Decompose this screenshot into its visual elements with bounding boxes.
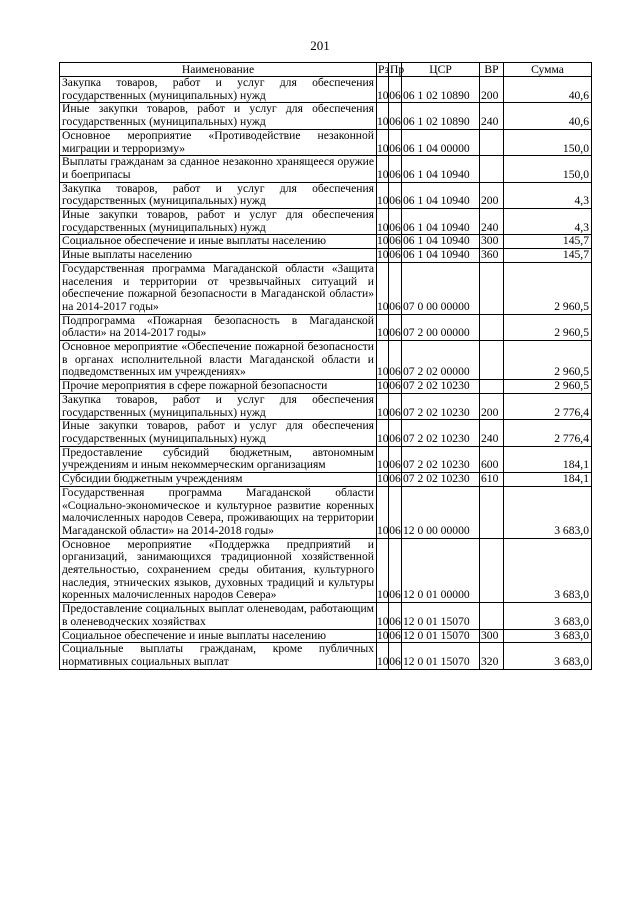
table-row	[60, 380, 592, 394]
cell-sum: 184,1	[504, 473, 592, 487]
cell-name: Закупка товаров, работ и услуг для обеспечения государственных (муниципальных) нужд	[60, 77, 377, 103]
cell-name: Государственная программа Магаданской области «Защита населения и территории от чрезвычайных ситуаций и обеспечение пожарной безопасности в Магаданской области» на 2014-2017 годы»	[60, 262, 377, 314]
cell-vr	[480, 156, 504, 182]
cell-name: Основное мероприятие «Обеспечение пожарной безопасности в органах исполнительной власти Магаданской области и подведомственных им учреждениях»	[60, 341, 377, 380]
cell-sum: 2 960,5	[504, 262, 592, 314]
cell-csr: 06 1 02 10890	[402, 77, 480, 103]
cell-csr: 07 2 02 00000	[402, 341, 480, 380]
cell-csr: 06 1 04 10940	[402, 235, 480, 249]
cell-vr: 300	[480, 235, 504, 249]
cell-pr: 06	[389, 314, 402, 340]
cell-csr: 12 0 01 15070	[402, 643, 480, 669]
cell-pr: 06	[389, 643, 402, 669]
cell-csr: 06 1 02 10890	[402, 103, 480, 129]
cell-pr: 06	[389, 182, 402, 208]
cell-vr	[480, 538, 504, 603]
cell-rz: 10	[377, 486, 389, 538]
cell-rz: 10	[377, 446, 389, 472]
table-row	[60, 249, 592, 263]
cell-rz: 10	[377, 341, 389, 380]
table-row	[60, 156, 592, 182]
cell-pr: 06	[389, 209, 402, 235]
cell-name: Прочие мероприятия в сфере пожарной безопасности	[60, 380, 377, 394]
cell-sum: 3 683,0	[504, 629, 592, 643]
cell-csr: 06 1 04 10940	[402, 156, 480, 182]
cell-sum: 3 683,0	[504, 538, 592, 603]
cell-rz: 10	[377, 420, 389, 446]
table-row	[60, 420, 592, 446]
cell-rz: 10	[377, 234, 389, 248]
cell-rz: 10	[377, 379, 389, 393]
cell-csr: 06 1 04 00000	[402, 129, 480, 155]
table-row	[60, 129, 592, 155]
table-row	[60, 603, 592, 629]
header-rz: Рз	[378, 62, 390, 76]
cell-csr: 12 0 01 15070	[402, 603, 480, 629]
cell-csr: 07 2 02 10230	[402, 473, 480, 487]
cell-name: Закупка товаров, работ и услуг для обеспечения государственных (муниципальных) нужд	[60, 182, 377, 208]
cell-pr: 06	[389, 472, 401, 486]
cell-rz: 10	[377, 248, 389, 262]
cell-vr	[480, 314, 504, 340]
cell-vr	[480, 380, 504, 394]
table-row	[60, 486, 592, 538]
cell-name: Иные закупки товаров, работ и услуг для обеспечения государственных (муниципальных) нужд	[60, 209, 377, 235]
cell-pr: 06	[389, 603, 402, 629]
cell-vr	[480, 603, 504, 629]
cell-pr: 06	[389, 248, 401, 262]
cell-name: Закупка товаров, работ и услуг для обеспечения государственных (муниципальных) нужд	[60, 393, 377, 419]
table-row	[60, 262, 592, 314]
cell-name: Подпрограмма «Пожарная безопасность в Магаданской области» на 2014-2017 годы»	[60, 314, 377, 340]
cell-name: Субсидии бюджетным учреждениям	[60, 473, 377, 487]
cell-vr: 240	[480, 420, 504, 446]
table-row	[60, 393, 592, 419]
cell-sum: 40,6	[504, 103, 592, 129]
cell-name: Государственная программа Магаданской области «Социально-экономическое и культурное развитие коренных малочисленных народов Севера, проживающих на территории Магаданской области» на 2014-2018 годы»	[60, 486, 377, 538]
cell-rz: 10	[377, 182, 389, 208]
page-number: 201	[310, 38, 330, 53]
cell-pr: 06	[389, 262, 402, 314]
header-row	[60, 63, 592, 77]
cell-pr: 06	[389, 341, 402, 380]
cell-name: Иные закупки товаров, работ и услуг для обеспечения государственных (муниципальных) нужд	[60, 420, 377, 446]
table-row	[60, 182, 592, 208]
cell-csr: 07 2 02 10230	[402, 393, 480, 419]
cell-csr: 06 1 04 10940	[402, 249, 480, 263]
cell-vr: 200	[480, 77, 504, 103]
cell-sum: 40,6	[504, 77, 592, 103]
cell-rz: 10	[377, 603, 389, 629]
table-row	[60, 77, 592, 103]
cell-pr: 06	[389, 234, 401, 248]
cell-name: Предоставление социальных выплат оленеводам, работающим в оленеводческих хозяйствах	[60, 603, 377, 629]
cell-vr: 300	[480, 629, 504, 643]
cell-sum: 3 683,0	[504, 603, 592, 629]
cell-csr: 07 0 00 00000	[402, 262, 480, 314]
cell-pr: 06	[389, 77, 402, 103]
cell-rz: 10	[377, 103, 389, 129]
cell-name: Социальные выплаты гражданам, кроме публичных нормативных социальных выплат	[60, 643, 377, 669]
header-vr: ВР	[480, 63, 504, 77]
cell-vr: 600	[480, 446, 504, 472]
table-row	[60, 103, 592, 129]
cell-sum: 2 776,4	[504, 393, 592, 419]
table-row	[60, 209, 592, 235]
table-row	[60, 538, 592, 603]
budget-table	[59, 62, 592, 670]
cell-name: Социальное обеспечение и иные выплаты населению	[60, 235, 377, 249]
cell-rz: 10	[377, 262, 389, 314]
cell-sum: 145,7	[504, 249, 592, 263]
cell-rz: 10	[377, 209, 389, 235]
cell-sum: 2 960,5	[504, 314, 592, 340]
table-header	[60, 63, 592, 77]
cell-name: Социальное обеспечение и иные выплаты населению	[60, 629, 377, 643]
cell-pr: 06	[389, 446, 402, 472]
cell-csr: 06 1 04 10940	[402, 209, 480, 235]
cell-name: Основное мероприятие «Поддержка предприятий и организаций, занимающихся традиционной хозяйственной деятельностью, сохранением среды обитания, культурного наследия, этнических языков, духовных традиций и культуры коренных малочисленных народов Севера»	[60, 538, 377, 603]
cell-pr: 06	[389, 393, 402, 419]
cell-vr: 240	[480, 209, 504, 235]
table-body	[60, 77, 592, 670]
table-row	[60, 629, 592, 643]
cell-sum: 4,3	[504, 209, 592, 235]
cell-vr: 610	[480, 473, 504, 487]
header-pr: Пр	[390, 62, 405, 76]
cell-pr: 06	[389, 129, 402, 155]
header-sum: Сумма	[504, 63, 592, 77]
cell-vr: 240	[480, 103, 504, 129]
cell-sum: 2 960,5	[504, 380, 592, 394]
table-row	[60, 314, 592, 340]
cell-rz: 10	[377, 393, 389, 419]
cell-rz: 10	[377, 472, 389, 486]
cell-pr: 06	[389, 103, 402, 129]
cell-csr: 12 0 01 15070	[402, 629, 480, 643]
table-row	[60, 643, 592, 669]
cell-csr: 07 2 00 00000	[402, 314, 480, 340]
cell-rz: 10	[377, 314, 389, 340]
cell-sum: 2 776,4	[504, 420, 592, 446]
cell-vr	[480, 341, 504, 380]
cell-name: Иные выплаты населению	[60, 249, 377, 263]
cell-vr: 360	[480, 249, 504, 263]
cell-vr: 200	[480, 182, 504, 208]
cell-name: Иные закупки товаров, работ и услуг для обеспечения государственных (муниципальных) нужд	[60, 103, 377, 129]
cell-vr	[480, 129, 504, 155]
cell-sum: 3 683,0	[504, 486, 592, 538]
cell-csr: 06 1 04 10940	[402, 182, 480, 208]
cell-vr	[480, 486, 504, 538]
cell-vr: 200	[480, 393, 504, 419]
table-row	[60, 235, 592, 249]
cell-vr	[480, 262, 504, 314]
cell-rz: 10	[377, 643, 389, 669]
cell-pr: 06	[389, 486, 402, 538]
cell-vr: 320	[480, 643, 504, 669]
cell-csr: 07 2 02 10230	[402, 446, 480, 472]
cell-sum: 145,7	[504, 235, 592, 249]
header-csr: ЦСР	[402, 63, 480, 77]
cell-csr: 07 2 02 10230	[402, 380, 480, 394]
cell-csr: 12 0 00 00000	[402, 486, 480, 538]
cell-pr: 06	[389, 379, 401, 393]
table-row	[60, 446, 592, 472]
cell-name: Предоставление субсидий бюджетным, автономным учреждениям и иным некоммерческим организациям	[60, 446, 377, 472]
cell-rz: 10	[377, 538, 389, 603]
cell-pr: 06	[389, 538, 402, 603]
cell-csr: 12 0 01 00000	[402, 538, 480, 603]
cell-sum: 150,0	[504, 129, 592, 155]
cell-rz: 10	[377, 77, 389, 103]
cell-name: Выплаты гражданам за сданное незаконно хранящееся оружие и боеприпасы	[60, 156, 377, 182]
cell-pr: 06	[389, 156, 402, 182]
cell-pr: 06	[389, 420, 402, 446]
cell-rz: 10	[377, 156, 389, 182]
header-name: Наименование	[60, 63, 377, 77]
cell-rz: 10	[377, 628, 389, 642]
cell-sum: 2 960,5	[504, 341, 592, 380]
cell-sum: 4,3	[504, 182, 592, 208]
cell-rz: 10	[377, 129, 389, 155]
cell-sum: 184,1	[504, 446, 592, 472]
table-row	[60, 473, 592, 487]
cell-sum: 3 683,0	[504, 643, 592, 669]
cell-csr: 07 2 02 10230	[402, 420, 480, 446]
cell-pr: 06	[389, 628, 401, 642]
cell-name: Основное мероприятие «Противодействие незаконной миграции и терроризму»	[60, 129, 377, 155]
cell-sum: 150,0	[504, 156, 592, 182]
table-row	[60, 341, 592, 380]
